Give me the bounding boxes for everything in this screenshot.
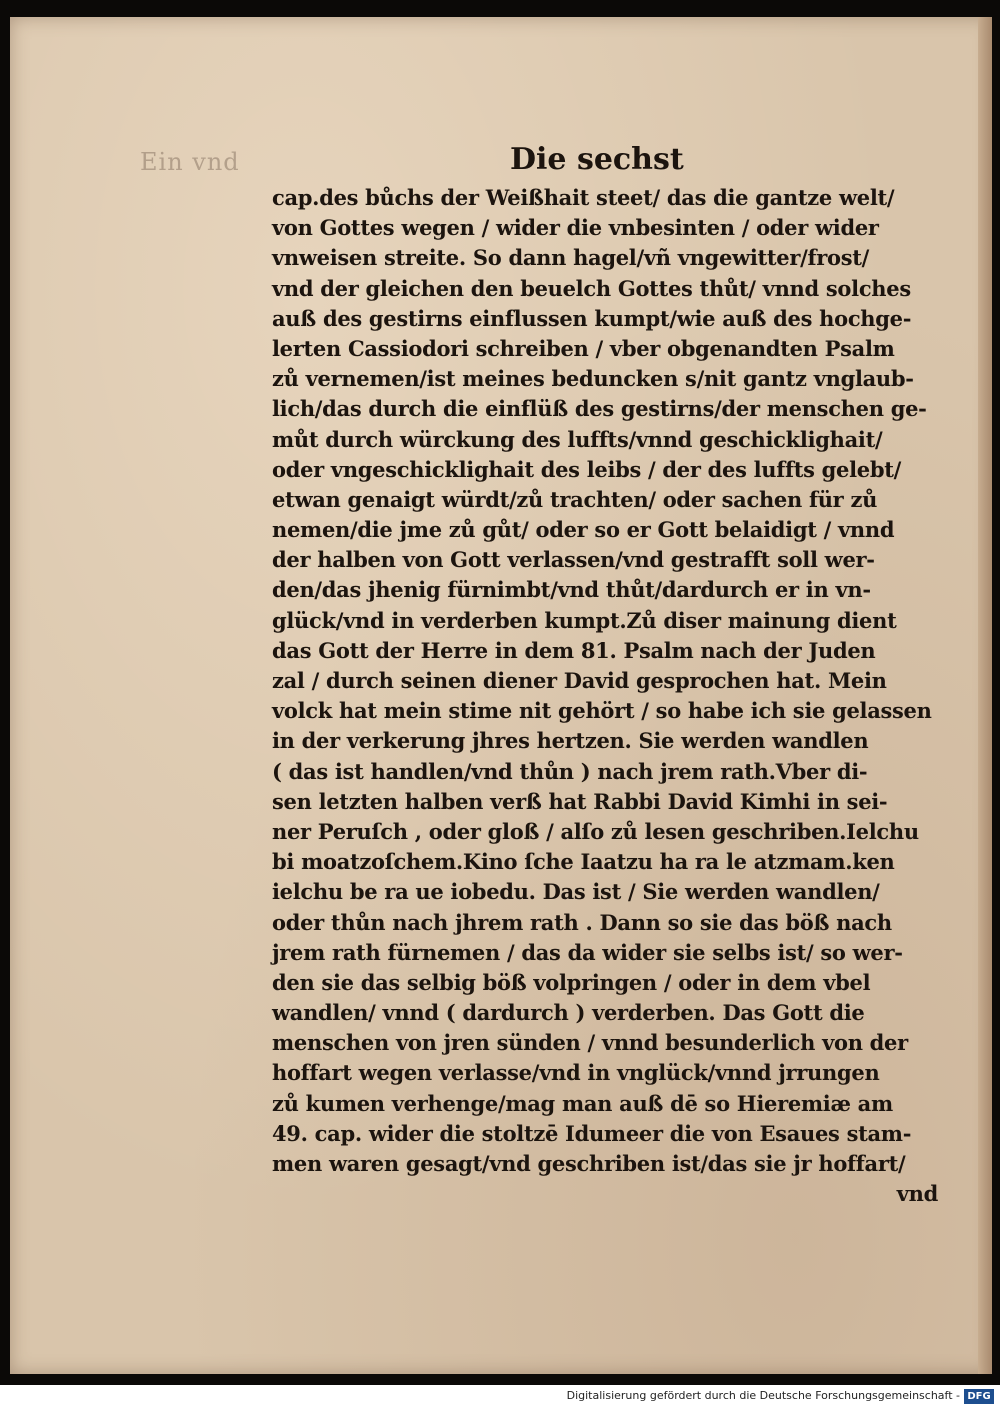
bleed-through-text: Ein vnd — [140, 148, 240, 176]
text-line: oder thůn nach jhrem rath . Dann so sie das böß nach — [272, 909, 892, 935]
text-line: cap.des bůchs der Weißhait steet/ das die gantze welt/ — [272, 185, 895, 210]
text-line: men waren gesagt/vnd geschriben ist/das sie jr hoffart/ — [272, 1151, 906, 1176]
text-line: sen letzten halben verß hat Rabbi David Kimhi in sei- — [272, 788, 888, 814]
text-line: den sie das selbig böß volpringen / oder in dem vbel — [272, 969, 871, 995]
text-line: der halben von Gott verlassen/vnd gestrafft soll wer- — [272, 547, 875, 573]
text-line: ielchu be ra ue iobedu. Das ist / Sie werden wandlen/ — [272, 879, 880, 905]
text-line: zal / durch seinen diener David gesprochen hat. Mein — [272, 668, 887, 693]
text-line: 49. cap. wider die stoltzē Idumeer die von Esaues stam- — [272, 1120, 912, 1146]
text-line: oder vngeschicklighait des leibs / der des luffts gelebt/ — [272, 456, 902, 482]
text-line: das Gott der Herre in dem 81. Psalm nach der Juden — [272, 637, 876, 663]
text-line: lerten Cassiodori schreiben / vber obgenandten Psalm — [272, 335, 895, 361]
page-heading: Die sechst — [510, 142, 684, 177]
text-line: zů vernemen/ist meines beduncken s/nit gantz vnglaub- — [272, 366, 914, 392]
text-line: můt durch würckung des luffts/vnnd geschicklighait/ — [272, 426, 883, 452]
text-line: bi moatzoſchem.Kino ſche Iaatzu ha ra le atzmam.ken — [272, 849, 895, 875]
catchword: vnd — [896, 1181, 938, 1207]
text-line: zů kumen verhenge/mag man auß dē so Hieremiæ am — [272, 1090, 893, 1116]
text-line: lich/das durch die einflüß des gestirns/der menschen ge- — [272, 396, 927, 422]
text-line: ( das ist handlen/vnd thůn ) nach jrem rath.Vber di- — [272, 758, 868, 784]
text-line: auß des gestirns einflussen kumpt/wie auß des hochge- — [272, 305, 912, 331]
dfg-logo: DFG — [964, 1389, 994, 1404]
text-line: vnweisen streite. So dann hagel/vñ vngewitter/frost/ — [272, 245, 869, 271]
text-line: ner Peruſch , oder gloß / alſo zů lesen geschriben.Ielchu — [272, 818, 919, 844]
text-line: glück/vnd in verderben kumpt.Zů diser mainung dient — [272, 607, 897, 633]
text-line: hoffart wegen verlasse/vnd in vnglück/vnnd jrrungen — [272, 1060, 880, 1086]
page-edge — [978, 17, 992, 1374]
footer-credit: Digitalisierung gefördert durch die Deutsche Forschungsgemeinschaft - — [566, 1389, 960, 1402]
text-line: den/das jhenig fürnimbt/vnd thůt/dardurch er in vn- — [272, 577, 871, 603]
text-line: etwan genaigt würdt/zů trachten/ oder sachen für zů — [272, 486, 878, 512]
text-line: in der verkerung jhres hertzen. Sie werden wandlen — [272, 728, 869, 754]
text-line: nemen/die jme zů gůt/ oder so er Gott belaidigt / vnnd — [272, 517, 895, 543]
text-line: volck hat mein stime nit gehört / so habe ich sie gelassen — [272, 698, 932, 724]
text-line: wandlen/ vnnd ( dardurch ) verderben. Das Gott die — [272, 1000, 865, 1026]
text-line: vnd der gleichen den beuelch Gottes thůt/ vnnd solches — [272, 275, 911, 301]
text-line: menschen von jren sünden / vnnd besunderlich von der — [272, 1030, 908, 1056]
footer-bar — [0, 1386, 1000, 1410]
text-line: von Gottes wegen / wider die vnbesinten / oder wider — [272, 215, 879, 241]
text-block — [272, 183, 942, 1209]
text-line: jrem rath fürnemen / das da wider sie selbs ist/ so wer- — [272, 939, 903, 965]
